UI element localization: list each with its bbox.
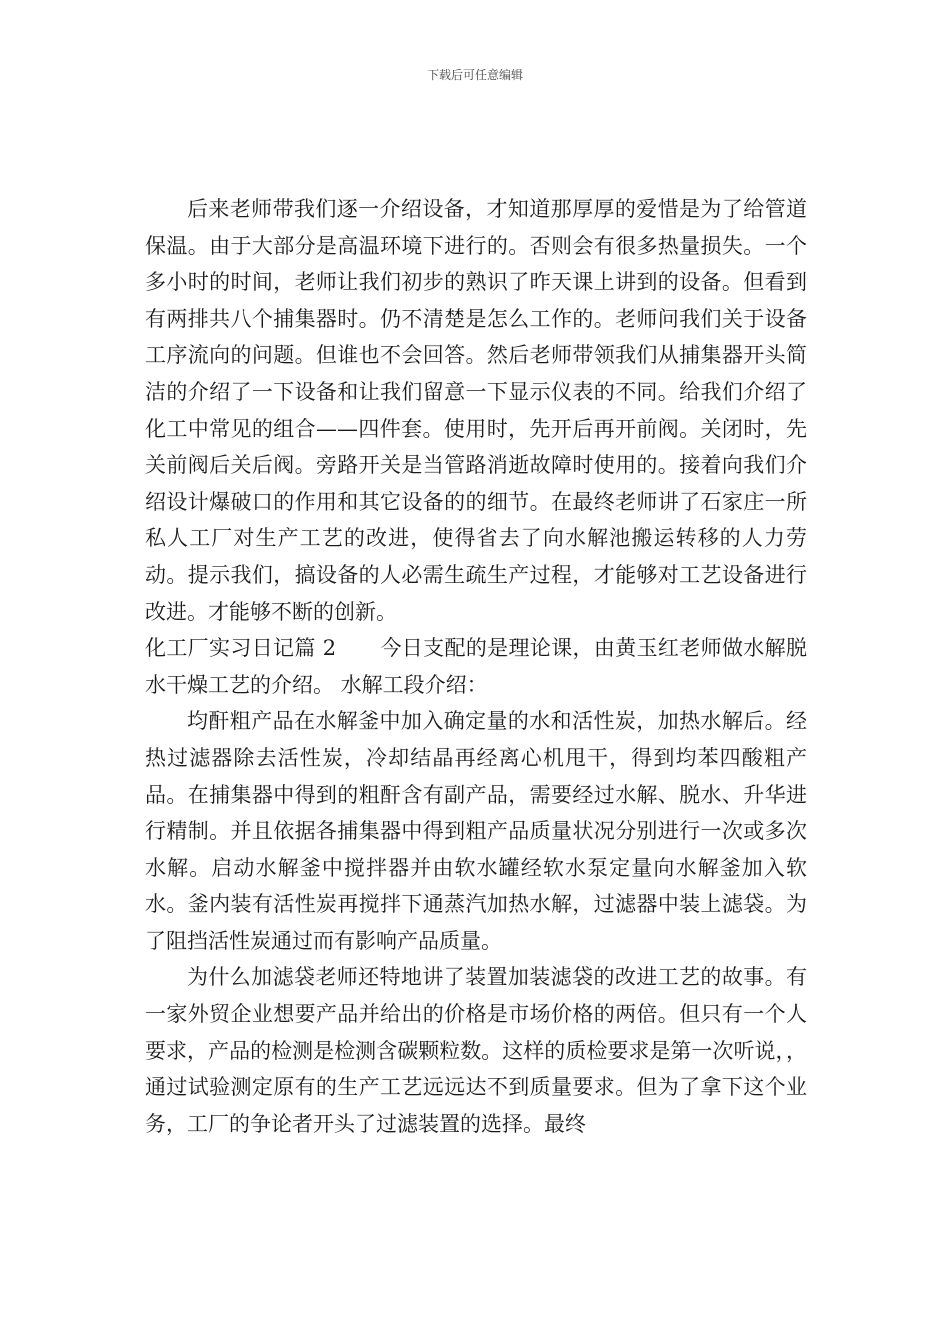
section-2-lead-text: 今日支配的是理论课，由黄玉红老师做水解脱水干燥工艺的介绍。 水解工段介绍：	[145, 636, 807, 697]
paragraph-hydrolysis: 均酐粗产品在水解釜中加入确定量的水和活性炭，加热水解后。经热过滤器除去活性炭，冷却结晶再经离心机甩干，得到均苯四酸粗产品。在捕集器中得到的粗酐含有副产品，需要经过水解、脱水、升华进行精制。并且依据各捕集器中得到粗产品质量状况分别进行一次或多次水解。启动水解釜中搅拌器并由软水罐经软水泵定量向水解釜加入软水。釜内装有活性炭再搅拌下通蒸汽加热水解，过滤器中装上滤袋。为了阻挡活性炭通过而有影响产品质量。	[145, 709, 807, 953]
section-title: 化工厂实习日记篇 2	[145, 636, 337, 661]
document-body	[145, 191, 807, 1142]
paragraph-filter-bag-story: 为什么加滤袋老师还特地讲了装置加装滤袋的改进工艺的故事。有一家外贸企业想要产品并给出的价格是市场价格的两倍。但只有一个人要求，产品的检测是检测含碳颗粒数。这样的质检要求是第一次听说，，通过试验测定原有的生产工艺远远达不到质量要求。但为了拿下这个业务，工厂的争论者开头了过滤装置的选择。最终	[145, 965, 807, 1136]
page-header-note: 下载后可任意编辑	[426, 68, 523, 82]
paragraph-equipment-intro: 后来老师带我们逐一介绍设备，才知道那厚厚的爱惜是为了给管道保温。由于大部分是高温环境下进行的。否则会有很多热量损失。一个多小时的时间，老师让我们初步的熟识了昨天课上讲到的设备。但看到有两排共八个捕集器时。仍不清楚是怎么工作的。老师问我们关于设备工序流向的问题。但谁也不会回答。然后老师带领我们从捕集器开头简洁的介绍了一下设备和让我们留意一下显示仪表的不同。给我们介绍了化工中常见的组合——四件套。使用时，先开后再开前阀。关闭时，先关前阀后关后阀。旁路开关是当管路消逝故障时使用的。接着向我们介绍设计爆破口的作用和其它设备的的细节。在最终老师讲了石家庄一所私人工厂对生产工艺的改进，使得省去了向水解池搬运转移的人力劳动。提示我们，搞设备的人必需生疏生产过程，才能够对工艺设备进行改进。才能够不断的创新。	[145, 197, 807, 624]
paragraph-section-2	[145, 630, 807, 703]
